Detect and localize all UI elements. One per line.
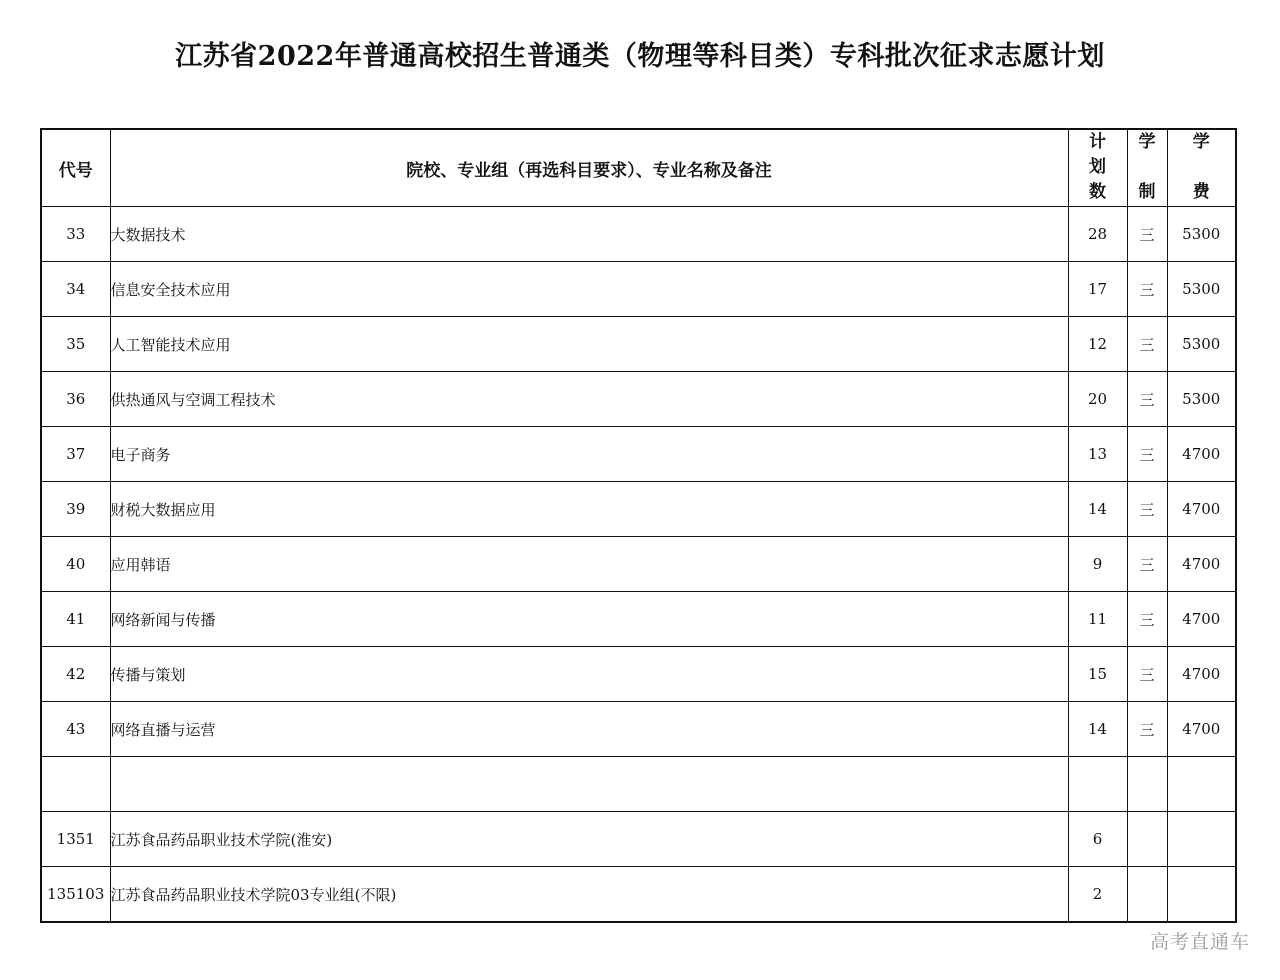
cell-plan: 17: [1068, 262, 1127, 317]
cell-name: 网络直播与运营: [110, 702, 1068, 757]
cell-plan: 13: [1068, 427, 1127, 482]
cell-plan: 12: [1068, 317, 1127, 372]
cell-fee: [1167, 757, 1236, 812]
table-row: [41, 647, 1236, 702]
cell-plan: 6: [1068, 812, 1127, 867]
cell-fee: 4700: [1167, 537, 1236, 592]
cell-fee: 4700: [1167, 702, 1236, 757]
cell-system: 三: [1127, 592, 1167, 647]
cell-code: 42: [41, 647, 110, 702]
cell-system: 三: [1127, 647, 1167, 702]
cell-code: 40: [41, 537, 110, 592]
header-plan-char-2: 划: [1089, 157, 1106, 177]
cell-code: 135103: [41, 867, 110, 923]
table-row: [41, 867, 1236, 923]
cell-code: 33: [41, 207, 110, 262]
cell-plan: 2: [1068, 867, 1127, 923]
cell-plan: 11: [1068, 592, 1127, 647]
header-plan: [1068, 129, 1127, 207]
table-body: [41, 207, 1236, 923]
page-title: 江苏省2022年普通高校招生普通类（物理等科目类）专科批次征求志愿计划: [175, 41, 1105, 72]
header-system: [1127, 129, 1167, 207]
cell-system: 三: [1127, 317, 1167, 372]
cell-code: 35: [41, 317, 110, 372]
watermark-text: 高考直通车: [1149, 931, 1250, 953]
cell-name: 人工智能技术应用: [110, 317, 1068, 372]
cell-plan: 15: [1068, 647, 1127, 702]
cell-system: [1127, 867, 1167, 923]
cell-fee: 4700: [1167, 427, 1236, 482]
cell-system: 三: [1127, 427, 1167, 482]
header-fee-char-2: 费: [1192, 182, 1210, 202]
cell-code: 1351: [41, 812, 110, 867]
cell-fee: 5300: [1167, 317, 1236, 372]
cell-code: 41: [41, 592, 110, 647]
cell-code: [41, 757, 110, 812]
cell-name: 江苏食品药品职业技术学院(淮安): [110, 812, 1068, 867]
cell-name: 财税大数据应用: [110, 482, 1068, 537]
cell-plan: 9: [1068, 537, 1127, 592]
header-fee: [1167, 129, 1236, 207]
table-row: [41, 537, 1236, 592]
cell-name: 江苏食品药品职业技术学院03专业组(不限): [110, 867, 1068, 923]
header-fee-char-1: 学: [1192, 132, 1210, 152]
table-row: [41, 702, 1236, 757]
table-row: [41, 427, 1236, 482]
cell-name: 信息安全技术应用: [110, 262, 1068, 317]
cell-system: [1127, 812, 1167, 867]
cell-fee: 4700: [1167, 482, 1236, 537]
cell-name: 供热通风与空调工程技术: [110, 372, 1068, 427]
cell-system: 三: [1127, 372, 1167, 427]
cell-fee: 4700: [1167, 647, 1236, 702]
cell-name: 网络新闻与传播: [110, 592, 1068, 647]
table-row: [41, 482, 1236, 537]
cell-code: 43: [41, 702, 110, 757]
table-header-row: [41, 129, 1236, 207]
cell-code: 36: [41, 372, 110, 427]
table-row: [41, 372, 1236, 427]
cell-fee: [1167, 867, 1236, 923]
table-row: [41, 592, 1236, 647]
table-row: [41, 317, 1236, 372]
cell-fee: 4700: [1167, 592, 1236, 647]
cell-system: 三: [1127, 482, 1167, 537]
cell-fee: 5300: [1167, 262, 1236, 317]
cell-system: 三: [1127, 537, 1167, 592]
cell-fee: 5300: [1167, 372, 1236, 427]
cell-name: [110, 757, 1068, 812]
cell-code: 34: [41, 262, 110, 317]
cell-name: 传播与策划: [110, 647, 1068, 702]
cell-code: 37: [41, 427, 110, 482]
cell-fee: [1167, 812, 1236, 867]
header-code: 代号: [41, 129, 110, 207]
cell-system: 三: [1127, 262, 1167, 317]
table-row: [41, 262, 1236, 317]
cell-fee: 5300: [1167, 207, 1236, 262]
cell-name: 应用韩语: [110, 537, 1068, 592]
cell-system: 三: [1127, 207, 1167, 262]
table-row: [41, 812, 1236, 867]
table-row: [41, 207, 1236, 262]
header-plan-char-1: 计: [1089, 132, 1106, 152]
cell-system: [1127, 757, 1167, 812]
cell-name: 大数据技术: [110, 207, 1068, 262]
table-row: [41, 757, 1236, 812]
cell-system: 三: [1127, 702, 1167, 757]
cell-plan: [1068, 757, 1127, 812]
cell-plan: 14: [1068, 482, 1127, 537]
header-system-char-2: 制: [1138, 182, 1156, 202]
header-name: 院校、专业组（再选科目要求）、专业名称及备注: [110, 129, 1068, 207]
cell-plan: 28: [1068, 207, 1127, 262]
header-plan-char-3: 数: [1089, 182, 1106, 202]
cell-code: 39: [41, 482, 110, 537]
header-system-char-1: 学: [1138, 132, 1156, 152]
enrollment-plan-table: [40, 128, 1237, 923]
cell-name: 电子商务: [110, 427, 1068, 482]
cell-plan: 20: [1068, 372, 1127, 427]
cell-plan: 14: [1068, 702, 1127, 757]
